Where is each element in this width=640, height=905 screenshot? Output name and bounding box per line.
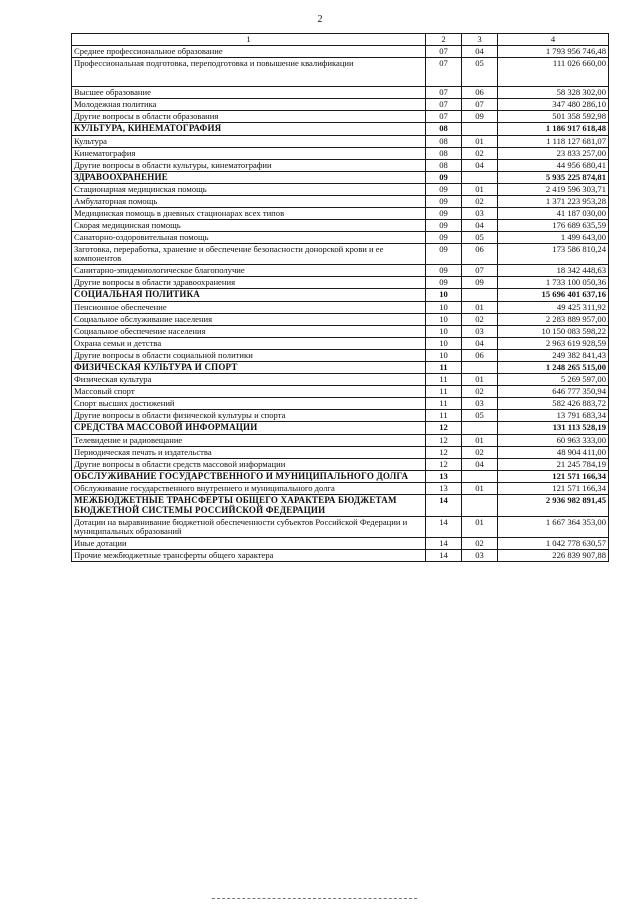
row-name-cell: Другие вопросы в области здравоохранения (72, 277, 426, 289)
table-row (72, 46, 609, 58)
row-subsection-cell: 01 (462, 184, 498, 196)
row-subsection-cell: 02 (462, 538, 498, 550)
row-name-cell: Медицинская помощь в дневных стационарах всех типов (72, 208, 426, 220)
row-subsection-cell: 06 (462, 87, 498, 99)
table-row (72, 208, 609, 220)
table-row (72, 483, 609, 495)
row-name-cell: Спорт высших достижений (72, 398, 426, 410)
table-row (72, 265, 609, 277)
row-amount-cell: 121 571 166,34 (498, 483, 609, 495)
table-row (72, 410, 609, 422)
row-subsection-cell: 05 (462, 232, 498, 244)
row-name-cell: Социальное обслуживание населения (72, 313, 426, 325)
row-subsection-cell: 03 (462, 398, 498, 410)
row-section-cell: 08 (426, 135, 462, 147)
row-amount-cell: 23 833 257,00 (498, 147, 609, 159)
row-section-cell: 09 (426, 196, 462, 208)
row-name-cell: СОЦИАЛЬНАЯ ПОЛИТИКА (72, 289, 426, 301)
table-row (72, 374, 609, 386)
row-name-cell: Другие вопросы в области образования (72, 111, 426, 123)
footer-divider (212, 898, 417, 899)
row-section-cell: 09 (426, 220, 462, 232)
row-name-cell: Пенсионное обеспечение (72, 301, 426, 313)
section-total-row (72, 289, 609, 301)
row-section-cell: 12 (426, 422, 462, 434)
row-section-cell: 14 (426, 495, 462, 517)
column-header-subsection: 3 (462, 34, 498, 46)
column-header-amount: 4 (498, 34, 609, 46)
section-total-row (72, 470, 609, 482)
section-total-row (72, 171, 609, 183)
row-subsection-cell: 04 (462, 220, 498, 232)
table-row (72, 313, 609, 325)
row-section-cell: 13 (426, 483, 462, 495)
row-amount-cell: 2 419 596 303,71 (498, 184, 609, 196)
row-name-cell: МЕЖБЮДЖЕТНЫЕ ТРАНСФЕРТЫ ОБЩЕГО ХАРАКТЕРА БЮДЖЕТАМ БЮДЖЕТНОЙ СИСТЕМЫ РОССИЙСКОЙ ФЕДЕРАЦИИ (72, 495, 426, 517)
row-section-cell: 12 (426, 446, 462, 458)
row-amount-cell: 2 936 982 891,45 (498, 495, 609, 517)
table-row (72, 196, 609, 208)
table-row (72, 244, 609, 265)
row-amount-cell: 13 791 683,34 (498, 410, 609, 422)
row-name-cell: Другие вопросы в области физической культуры и спорта (72, 410, 426, 422)
row-subsection-cell: 06 (462, 244, 498, 265)
row-subsection-cell: 04 (462, 337, 498, 349)
row-section-cell: 09 (426, 171, 462, 183)
row-subsection-cell: 01 (462, 301, 498, 313)
table-row (72, 516, 609, 537)
table-row (72, 99, 609, 111)
row-name-cell: КУЛЬТУРА, КИНЕМАТОГРАФИЯ (72, 123, 426, 135)
row-subsection-cell (462, 361, 498, 373)
row-amount-cell: 1 248 265 515,00 (498, 361, 609, 373)
section-total-row (72, 495, 609, 517)
table-row (72, 135, 609, 147)
row-section-cell: 13 (426, 470, 462, 482)
table-row (72, 301, 609, 313)
row-subsection-cell: 02 (462, 147, 498, 159)
row-subsection-cell (462, 422, 498, 434)
column-header-name: 1 (72, 34, 426, 46)
row-subsection-cell: 07 (462, 265, 498, 277)
row-subsection-cell: 04 (462, 159, 498, 171)
row-amount-cell: 121 571 166,34 (498, 470, 609, 482)
row-subsection-cell: 05 (462, 58, 498, 87)
row-name-cell: Физическая культура (72, 374, 426, 386)
row-section-cell: 10 (426, 301, 462, 313)
row-subsection-cell: 02 (462, 313, 498, 325)
row-name-cell: ФИЗИЧЕСКАЯ КУЛЬТУРА И СПОРТ (72, 361, 426, 373)
row-section-cell: 09 (426, 184, 462, 196)
table-row (72, 550, 609, 562)
row-amount-cell: 60 963 333,00 (498, 434, 609, 446)
row-amount-cell: 176 689 635,59 (498, 220, 609, 232)
row-name-cell: Обслуживание государственного внутреннего и муниципального долга (72, 483, 426, 495)
page-number: 2 (317, 14, 323, 25)
row-name-cell: Дотации на выравнивание бюджетной обеспеченности субъектов Российской Федерации и муниципальных образований (72, 516, 426, 537)
row-section-cell: 07 (426, 87, 462, 99)
row-section-cell: 14 (426, 538, 462, 550)
table-row (72, 434, 609, 446)
row-section-cell: 11 (426, 410, 462, 422)
row-name-cell: Другие вопросы в области средств массовой информации (72, 458, 426, 470)
row-amount-cell: 5 935 225 874,81 (498, 171, 609, 183)
row-amount-cell: 1 667 364 353,00 (498, 516, 609, 537)
table-row (72, 147, 609, 159)
row-section-cell: 10 (426, 325, 462, 337)
row-amount-cell: 48 904 411,00 (498, 446, 609, 458)
row-name-cell: Периодическая печать и издательства (72, 446, 426, 458)
row-amount-cell: 1 371 223 953,28 (498, 196, 609, 208)
row-name-cell: Молодежная политика (72, 99, 426, 111)
row-name-cell: Заготовка, переработка, хранение и обеспечение безопасности донорской крови и ее компонентов (72, 244, 426, 265)
row-section-cell: 12 (426, 458, 462, 470)
row-subsection-cell: 06 (462, 349, 498, 361)
row-subsection-cell: 03 (462, 325, 498, 337)
row-subsection-cell: 04 (462, 46, 498, 58)
row-section-cell: 09 (426, 244, 462, 265)
table-row (72, 184, 609, 196)
row-section-cell: 10 (426, 337, 462, 349)
row-name-cell: Культура (72, 135, 426, 147)
table-row (72, 220, 609, 232)
row-name-cell: Социальное обеспечение населения (72, 325, 426, 337)
budget-table-body (72, 34, 609, 562)
row-amount-cell: 10 150 083 598,22 (498, 325, 609, 337)
row-amount-cell: 131 113 528,19 (498, 422, 609, 434)
column-header-row (72, 34, 609, 46)
row-amount-cell: 58 328 302,00 (498, 87, 609, 99)
row-amount-cell: 582 426 883,72 (498, 398, 609, 410)
table-row (72, 386, 609, 398)
row-name-cell: Массовый спорт (72, 386, 426, 398)
table-row (72, 87, 609, 99)
row-section-cell: 10 (426, 313, 462, 325)
column-header-section: 2 (426, 34, 462, 46)
row-amount-cell: 1 186 917 618,48 (498, 123, 609, 135)
row-section-cell: 10 (426, 349, 462, 361)
row-section-cell: 09 (426, 277, 462, 289)
section-total-row (72, 361, 609, 373)
row-name-cell: Охрана семьи и детства (72, 337, 426, 349)
row-amount-cell: 15 696 401 637,16 (498, 289, 609, 301)
row-section-cell: 11 (426, 361, 462, 373)
row-amount-cell: 49 425 311,92 (498, 301, 609, 313)
row-name-cell: Стационарная медицинская помощь (72, 184, 426, 196)
row-subsection-cell: 09 (462, 111, 498, 123)
row-section-cell: 09 (426, 232, 462, 244)
row-amount-cell: 2 963 619 928,59 (498, 337, 609, 349)
table-row (72, 111, 609, 123)
row-subsection-cell (462, 171, 498, 183)
row-name-cell: Иные дотации (72, 538, 426, 550)
row-subsection-cell (462, 495, 498, 517)
row-name-cell: Прочие межбюджетные трансферты общего характера (72, 550, 426, 562)
row-section-cell: 07 (426, 111, 462, 123)
row-amount-cell: 21 245 784,19 (498, 458, 609, 470)
row-amount-cell: 1 733 100 050,36 (498, 277, 609, 289)
row-amount-cell: 44 956 680,41 (498, 159, 609, 171)
table-row (72, 232, 609, 244)
row-name-cell: ЗДРАВООХРАНЕНИЕ (72, 171, 426, 183)
row-amount-cell: 2 283 889 957,00 (498, 313, 609, 325)
row-name-cell: Кинематография (72, 147, 426, 159)
row-name-cell: Другие вопросы в области социальной политики (72, 349, 426, 361)
row-section-cell: 11 (426, 386, 462, 398)
row-section-cell: 08 (426, 159, 462, 171)
row-name-cell: Скорая медицинская помощь (72, 220, 426, 232)
budget-table (71, 33, 609, 562)
row-subsection-cell: 01 (462, 434, 498, 446)
row-subsection-cell: 01 (462, 483, 498, 495)
row-subsection-cell: 01 (462, 135, 498, 147)
table-row (72, 446, 609, 458)
row-section-cell: 08 (426, 147, 462, 159)
table-row (72, 538, 609, 550)
table-row (72, 159, 609, 171)
row-section-cell: 10 (426, 289, 462, 301)
row-subsection-cell (462, 470, 498, 482)
row-section-cell: 09 (426, 265, 462, 277)
row-subsection-cell: 07 (462, 99, 498, 111)
table-row (72, 277, 609, 289)
table-row (72, 349, 609, 361)
row-subsection-cell: 09 (462, 277, 498, 289)
row-section-cell: 14 (426, 550, 462, 562)
row-name-cell: Профессиональная подготовка, переподготовка и повышение квалификации (72, 58, 426, 87)
row-name-cell: Телевидение и радиовещание (72, 434, 426, 446)
row-name-cell: Среднее профессиональное образование (72, 46, 426, 58)
row-amount-cell: 18 342 448,63 (498, 265, 609, 277)
row-amount-cell: 249 382 841,43 (498, 349, 609, 361)
row-name-cell: Санаторно-оздоровительная помощь (72, 232, 426, 244)
row-subsection-cell: 03 (462, 208, 498, 220)
row-subsection-cell: 04 (462, 458, 498, 470)
row-section-cell: 07 (426, 58, 462, 87)
row-amount-cell: 1 499 643,00 (498, 232, 609, 244)
table-row (72, 458, 609, 470)
row-subsection-cell: 02 (462, 446, 498, 458)
row-section-cell: 08 (426, 123, 462, 135)
row-subsection-cell: 02 (462, 196, 498, 208)
row-subsection-cell: 05 (462, 410, 498, 422)
table-row (72, 398, 609, 410)
section-total-row (72, 422, 609, 434)
row-subsection-cell: 03 (462, 550, 498, 562)
row-amount-cell: 226 839 907,88 (498, 550, 609, 562)
row-amount-cell: 1 118 127 681,07 (498, 135, 609, 147)
row-subsection-cell: 02 (462, 386, 498, 398)
row-amount-cell: 1 042 778 630,57 (498, 538, 609, 550)
row-section-cell: 07 (426, 99, 462, 111)
row-name-cell: Высшее образование (72, 87, 426, 99)
row-section-cell: 11 (426, 374, 462, 386)
row-amount-cell: 5 269 597,00 (498, 374, 609, 386)
row-amount-cell: 41 187 030,00 (498, 208, 609, 220)
row-section-cell: 07 (426, 46, 462, 58)
row-amount-cell: 347 480 286,10 (498, 99, 609, 111)
row-section-cell: 12 (426, 434, 462, 446)
row-amount-cell: 173 586 810,24 (498, 244, 609, 265)
row-subsection-cell (462, 123, 498, 135)
table-row (72, 58, 609, 87)
table-row (72, 337, 609, 349)
row-subsection-cell: 01 (462, 516, 498, 537)
row-amount-cell: 1 793 956 746,48 (498, 46, 609, 58)
row-section-cell: 11 (426, 398, 462, 410)
row-amount-cell: 646 777 350,94 (498, 386, 609, 398)
row-name-cell: Амбулаторная помощь (72, 196, 426, 208)
row-amount-cell: 501 358 592,98 (498, 111, 609, 123)
row-subsection-cell: 01 (462, 374, 498, 386)
row-name-cell: ОБСЛУЖИВАНИЕ ГОСУДАРСТВЕННОГО И МУНИЦИПАЛЬНОГО ДОЛГА (72, 470, 426, 482)
row-amount-cell: 111 026 660,00 (498, 58, 609, 87)
section-total-row (72, 123, 609, 135)
row-name-cell: СРЕДСТВА МАССОВОЙ ИНФОРМАЦИИ (72, 422, 426, 434)
table-row (72, 325, 609, 337)
row-name-cell: Другие вопросы в области культуры, кинематографии (72, 159, 426, 171)
row-section-cell: 09 (426, 208, 462, 220)
row-section-cell: 14 (426, 516, 462, 537)
row-subsection-cell (462, 289, 498, 301)
row-name-cell: Санитарно-эпидемиологическое благополучие (72, 265, 426, 277)
